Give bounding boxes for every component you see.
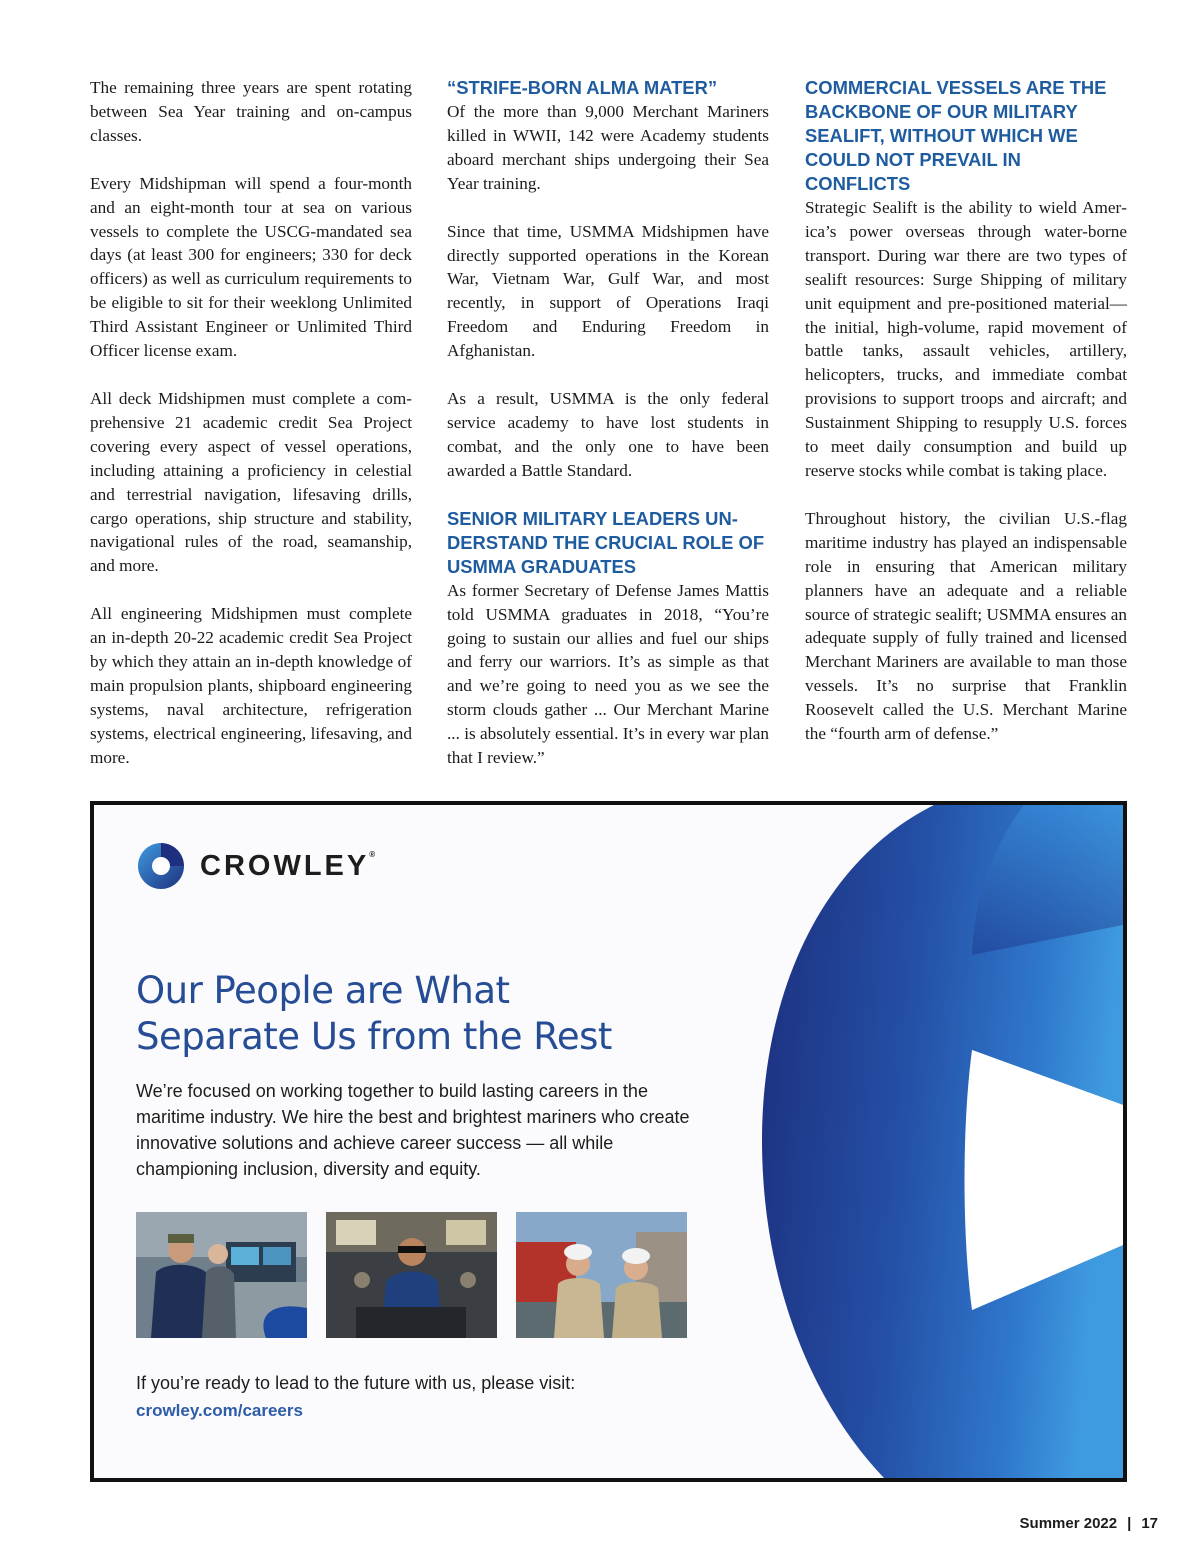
article-column-1 xyxy=(90,76,412,770)
paragraph: The remaining three years are spent rotating between Sea Year training and on-campus classes. xyxy=(90,78,412,145)
section-heading: “STRIFE-BORN ALMA MATER” xyxy=(447,77,718,98)
issue-label: Summer 2022 xyxy=(1019,1515,1118,1532)
crowley-c-logo-icon xyxy=(136,841,186,891)
paragraph: Every Midshipman will spend a four-month and an eight-month tour at sea on various vessels to complete the USCG-mandated sea days (at least 300 for engineers; 330 for deck officers) as well as curriculum requirements to be eligible to sit for their weeklong Unlimited Third Assistant Engineer or Unlimited Third Officer license exam. xyxy=(90,173,412,361)
article-column-3 xyxy=(805,76,1127,746)
deck-crew-photo xyxy=(516,1212,687,1338)
headline-line: Separate Us from the Rest xyxy=(136,1015,612,1058)
paragraph: All engineering Midshipmen must complete an in-depth 20-22 academic credit Sea Project by which they attain an in-depth knowledge of main propulsion plants, shipboard engineering systems, naval architecture, refrigeration systems, electrical engineering, lifesaving, and more. xyxy=(90,604,412,767)
paragraph: As former Secretary of Defense James Mattis told USMMA graduates in 2018, “You’re going to sustain our allies and fuel our ships and ferry our warriors. It’s as simple as that and we’re going to need you as we see the storm clouds gather ... Our Merchant Marine ... is absolutely essential. It’s in every war plan that I review.” xyxy=(447,580,769,768)
paragraph: Throughout history, the civilian U.S.-flag maritime industry has played an indispensable role in ensuring that American military planners have an adequate and a reliable source of strategic sealift; USMMA ensures an adequate supply of fully trained and licensed Merchant Mariners are available to man those vessels. It’s no surprise that Franklin Roosevelt called the U.S. Merchant Marine the “fourth arm of defense.” xyxy=(805,508,1127,744)
mariner-at-helm-photo xyxy=(326,1212,497,1338)
ad-body-text: We’re focused on working together to build lasting careers in the maritime industry. We hire the best and brightest mariners who create innovative solutions and achieve career success — all while championing inclusion, diversity and equity. xyxy=(136,1081,690,1179)
paragraph: All deck Midshipmen must complete a comprehensive 21 academic credit Sea Project covering every aspect of vessel operations, including attaining a proficiency in celestial and terrestrial navigation, lifesaving drills, cargo operations, ship structure and stability, navigational rules of the road, seamanship, and more. xyxy=(90,388,412,576)
headline-line: Our People are What xyxy=(136,969,510,1012)
bridge-crew-photo xyxy=(136,1212,307,1338)
paragraph: As a result, USMMA is the only federal service academy to have lost students in combat, and the only one to have been awarded a Battle Standard. xyxy=(447,389,769,480)
footer-separator: | xyxy=(1127,1515,1132,1532)
page-number: 17 xyxy=(1141,1515,1158,1532)
paragraph: Of the more than 9,000 Merchant Mariners killed in WWII, 142 were Academy students aboard merchant ships undergoing their Sea Year training. xyxy=(447,102,769,193)
paragraph: Strategic Sealift is the ability to wield America’s power overseas through water-borne transport. During war there are two types of sealift resources: Surge Shipping of military unit equipment and pre-positioned material—the initial, high-volume, rapid movement of battle tanks, assault vehicles, artillery, helicopters, trucks, and immediate combat provisions to support troops and aircraft; and Sustainment Shipping to resupply U.S. forces to meet daily consumption and build up reserve stocks while combat is taking place. xyxy=(805,198,1127,480)
section-heading: COMMERCIAL VESSELS ARE THE BACKBONE OF OUR MILITARY SEALIFT, WITHOUT WHICH WE COULD NOT PREVAIL IN CONFLICTS xyxy=(805,77,1107,194)
brand-name: CROWLEY® xyxy=(200,849,376,882)
ad-call-to-action: If you’re ready to lead to the future with us, please visit: xyxy=(136,1373,576,1393)
ad-headline xyxy=(136,968,696,1060)
crowley-logo xyxy=(136,841,375,891)
paragraph: Since that time, USMMA Midshipmen have directly supported operations in the Korean War, Vietnam War, Gulf War, and most recently, in support of Operations Iraqi Freedom and Enduring Freedom in Afghanistan. xyxy=(447,221,769,361)
page-footer xyxy=(1020,1515,1158,1532)
crowley-advertisement xyxy=(90,801,1127,1482)
article-column-2 xyxy=(447,76,769,770)
careers-link[interactable]: crowley.com/careers xyxy=(136,1401,303,1420)
section-heading: SENIOR MILITARY LEADERS UNDERSTAND THE CRUCIAL ROLE OF USMMA GRADUATES xyxy=(447,507,765,577)
